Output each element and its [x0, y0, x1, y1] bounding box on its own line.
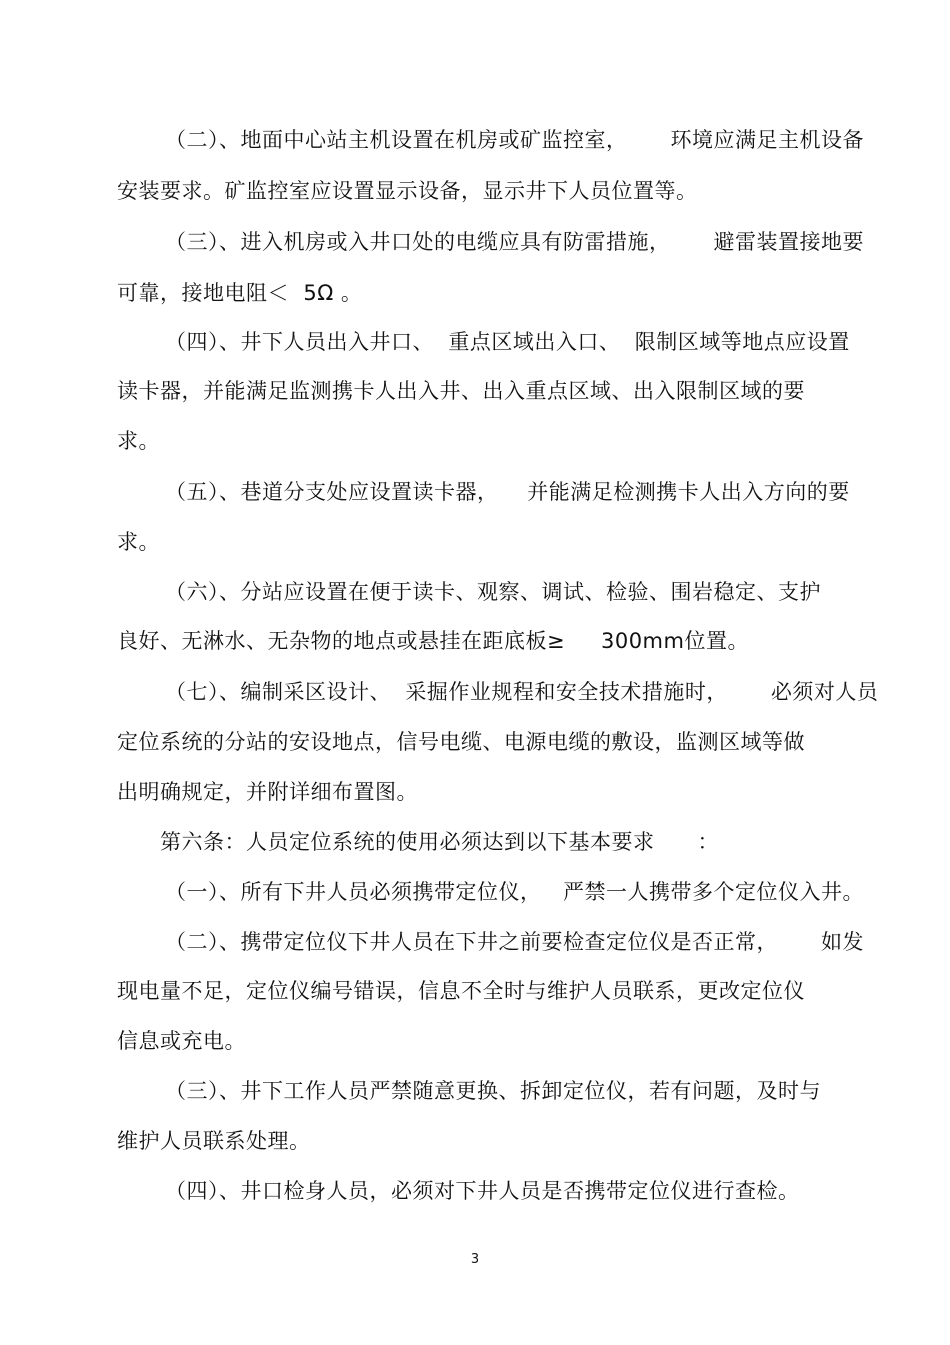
text-line: 可靠，接地电阻＜ 5Ω 。	[117, 281, 363, 305]
text-line: （六）、分站应设置在便于读卡、观察、调试、检验、围岩稳定、支护	[165, 580, 821, 604]
text-line: （四）、井下人员出入井口、 重点区域出入口、 限制区域等地点应设置	[165, 330, 850, 354]
text-line: 第六条：人员定位系统的使用必须达到以下基本要求 ：	[160, 830, 720, 854]
text-line: 现电量不足，定位仪编号错误，信息不全时与维护人员联系，更改定位仪	[117, 979, 805, 1003]
text-line: （一）、所有下井人员必须携带定位仪， 严禁一人携带多个定位仪入井。	[165, 880, 865, 904]
text-line: （三）、进入机房或入井口处的电缆应具有防雷措施， 避雷装置接地要	[165, 230, 865, 254]
text-line: 读卡器，并能满足监测携卡人出入井、出入重点区域、出入限制区域的要	[117, 379, 805, 403]
text-line: （三）、井下工作人员严禁随意更换、拆卸定位仪，若有问题，及时与	[165, 1079, 821, 1103]
text-line: （二）、地面中心站主机设置在机房或矿监控室， 环境应满足主机设备	[165, 128, 865, 152]
text-line: 求。	[117, 429, 160, 453]
text-line: （四）、井口检身人员，必须对下井人员是否携带定位仪进行查检。	[165, 1179, 800, 1203]
text-line: 求。	[117, 530, 160, 554]
text-line: 良好、无淋水、无杂物的地点或悬挂在距底板≥ 300mm位置。	[117, 629, 749, 653]
page-number: 3	[470, 1252, 480, 1267]
text-line: 定位系统的分站的安设地点，信号电缆、电源电缆的敷设，监测区域等做	[117, 730, 805, 754]
text-line: （五）、巷道分支处应设置读卡器， 并能满足检测携卡人出入方向的要	[165, 480, 850, 504]
text-line: （七）、编制采区设计、 采掘作业规程和安全技术措施时， 必须对人员	[165, 680, 879, 704]
text-line: （二）、携带定位仪下井人员在下井之前要检查定位仪是否正常， 如发	[165, 930, 865, 954]
text-line: 维护人员联系处理。	[117, 1129, 311, 1153]
text-line: 安装要求。矿监控室应设置显示设备，显示井下人员位置等。	[117, 179, 698, 203]
text-line: 出明确规定，并附详细布置图。	[117, 780, 418, 804]
text-line: 信息或充电。	[117, 1029, 246, 1053]
